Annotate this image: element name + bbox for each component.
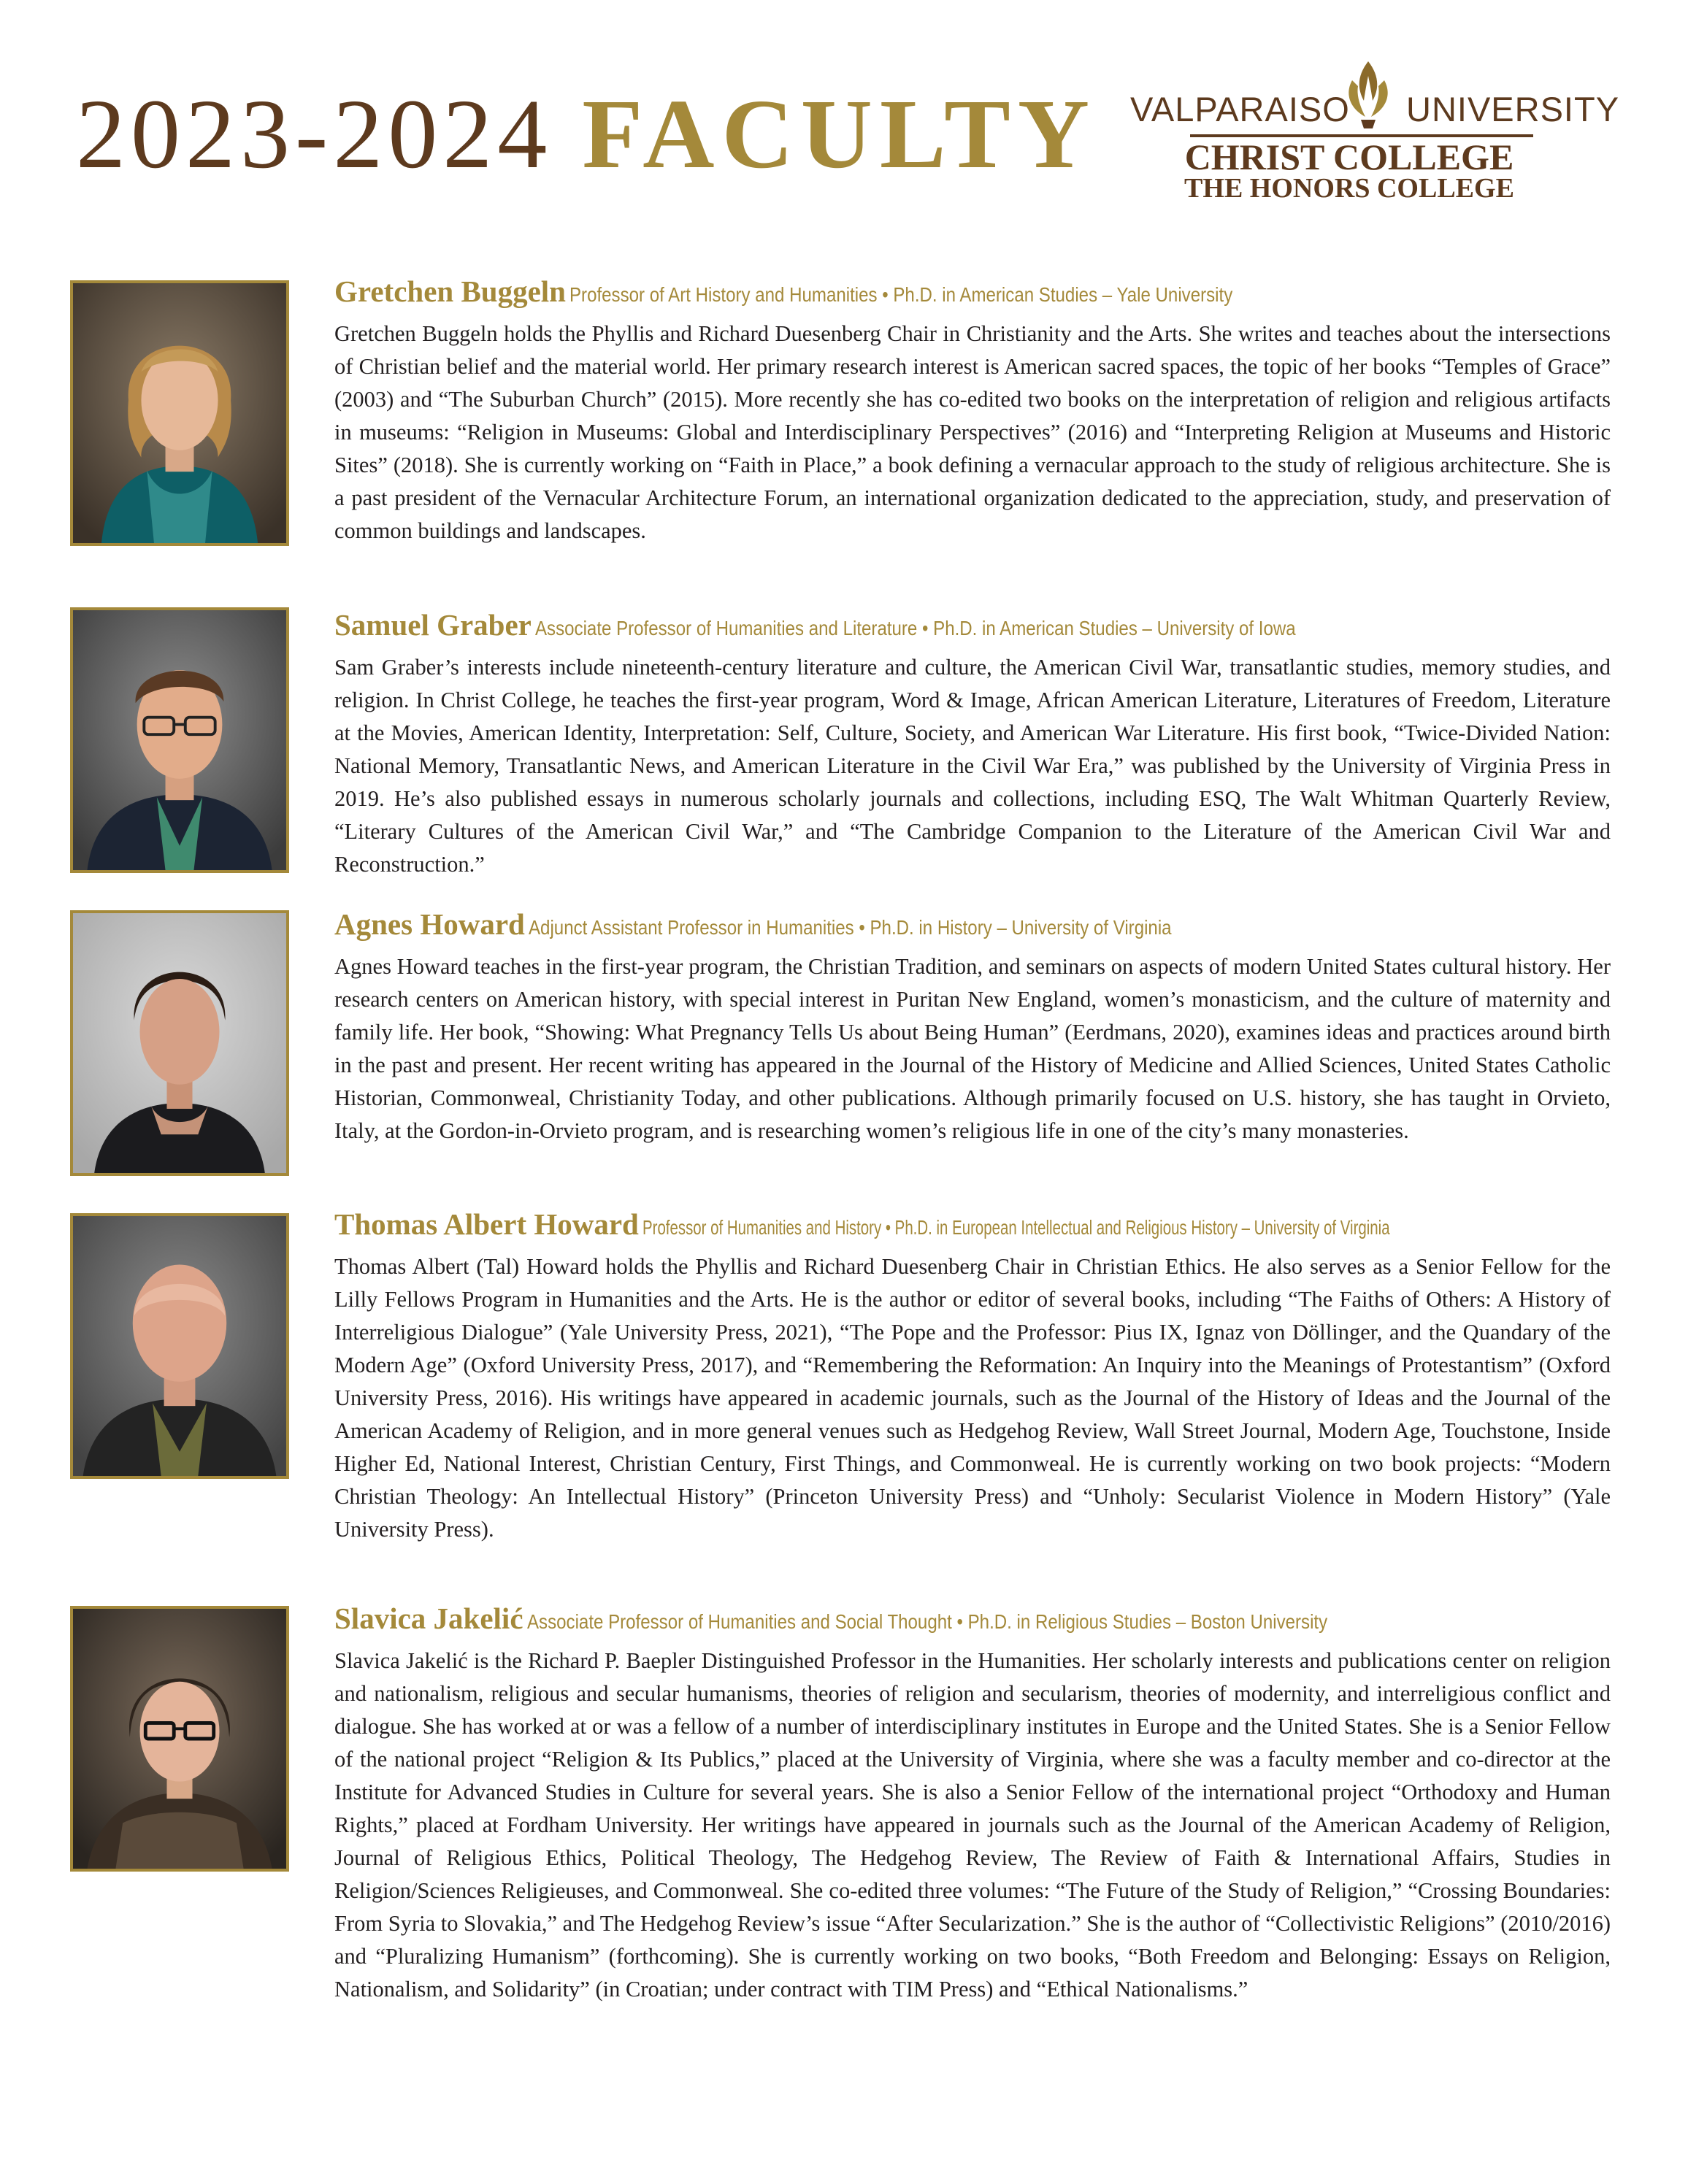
faculty-photo-agnes-howard — [70, 910, 289, 1176]
faculty-photo-gretchen-buggeln — [70, 280, 289, 546]
portrait-icon — [73, 1609, 286, 1869]
faculty-title-degree: Associate Professor of Humanities and Social Thought • Ph.D. in Religious Studies – Boston University — [526, 1610, 1327, 1633]
logo-christ-college: CHRIST COLLEGE — [1184, 136, 1514, 177]
faculty-bio: Gretchen Buggeln holds the Phyllis and Richard Duesenberg Chair in Christianity and the Arts. She writes and teaches about the intersections of Christian belief and the material world. Her primary research interest is American sacred spaces, the topic of her books “Temples of Grace” (2003) and “The Suburban Church” (2015). More recently she has co-edited two books on the interpretation of religion and religious artifacts in museums: “Religion in Museums: Global and Interdisciplinary Perspectives” (2016) and “Interpreting Religion at Museums and Historic Sites” (2018). She is currently working on “Faith in Place,” a book defining a vernacular approach to the study of religious architecture. She is a past president of the Vernacular Architecture Forum, an international organization dedicated to the appreciation, study, and preservation of common buildings and landscapes. — [334, 321, 1611, 544]
faculty-photo-samuel-graber — [70, 607, 289, 873]
faculty-title-degree: Professor of Art History and Humanities • Ph.D. in American Studies – Yale University — [569, 283, 1233, 306]
faculty-bio: Sam Graber’s interests include nineteenth-century literature and culture, the American Civil War, transatlantic studies, memory studies, and religion. In Christ College, he teaches the first-year program, Word & Image, African American Literature, Literatures of Freedom, Literature at the Movies, American Identity, Interpretation: Self, Culture, Society, and American War Literature. His first book, “Twice-Divided Nation: National Memory, Transatlantic News, and American Literature in the Civil War Era,” was published by the University of Virginia Press in 2019. He’s also published essays in numerous scholarly journals and collections, including ESQ, The Walt Whitman Quarterly Review, “Literary Cultures of the American Civil War,” and “The Cambridge Companion to the Literature of the American Civil War and Reconstruction.” — [334, 655, 1611, 877]
portrait-icon — [73, 1216, 286, 1476]
faculty-bio: Slavica Jakelić is the Richard P. Baepler Distinguished Professor in the Humanities. Her scholarly interests and publications center on religion and nationalism, religious and secular humanisms, theories of religion and secularism, theories of modernity, and interreligious conflict and dialogue. She has worked at or was a fellow of a number of interdisciplinary institutes in Europe and the United States. She is a Senior Fellow of the national project “Religion & Its Publics,” placed at the University of Virginia, where she was a faculty member and co-director at the Institute for Advanced Studies in Culture for several years. She is also a Senior Fellow of the international project “Orthodoxy and Human Rights,” placed at Fordham University. Her writings have appeared in journals such as the Journal of the American Academy of Religion, Journal of Religious Ethics, Political Theology, The Hedgehog Review, The Review of Faith & International Affairs, Studies in Religion/Sciences Religieuses, and Commonweal. She co-edited three volumes: “The Future of the Study of Religion,” “Crossing Boundaries: From Syria to Slovakia,” and The Hedgehog Review’s issue “After Secularization.” She is the author of “Collectivistic Religions” (2010/2016) and “Pluralizing Humanism” (forthcoming). She is currently working on two books, “Both Freedom and Belonging: Essays on Religion, Nationalism, and Solidarity” (in Croatian; under contract with TIM Press) and “Ethical Nationalisms.” — [334, 1648, 1611, 2002]
faculty-header — [334, 608, 1611, 642]
faculty-photo-slavica-jakelic — [70, 1606, 289, 1872]
faculty-title-degree: Professor of Humanities and History • Ph.D. in European Intellectual and Religious History – University of Virginia — [642, 1216, 1390, 1239]
faculty-entry-samuel-graber — [334, 608, 1611, 881]
faculty-entry-thomas-albert-howard — [334, 1207, 1611, 1546]
faculty-title-degree: Adjunct Assistant Professor in Humanities • Ph.D. in History – University of Virginia — [528, 916, 1172, 939]
faculty-bio: Thomas Albert (Tal) Howard holds the Phyllis and Richard Duesenberg Chair in Christian Ethics. He also serves as a Senior Fellow for the Lilly Fellows Program in Humanities and the Arts. He is the author or editor of several books, including “The Faiths of Others: A History of Interreligious Dialogue” (Yale University Press, 2021), “The Pope and the Professor: Pius IX, Ignaz von Döllinger, and the Quandary of the Modern Age” (Oxford University Press, 2017), and “Remembering the Reformation: An Inquiry into the Meanings of Protestantism” (Oxford University Press, 2016). His writings have appeared in academic journals, such as the Journal of the History of Ideas and the Journal of the American Academy of Religion, and in more general venues such as Hedgehog Review, Wall Street Journal, Modern Age, Touchstone, Inside Higher Ed, National Interest, Christian Century, First Things, and Commonweal. He is currently working on two book projects: “Modern Christian Theology: An Intellectual History” (Princeton University Press) and “Unholy: Secularist Violence in Modern History” (Yale University Press). — [334, 1254, 1611, 1542]
faculty-entry-agnes-howard — [334, 907, 1611, 1147]
page-title — [76, 80, 1097, 189]
torch-flame-icon — [1336, 58, 1400, 130]
faculty-header — [334, 907, 1611, 942]
faculty-name: Thomas Albert Howard — [334, 1207, 639, 1241]
faculty-header — [334, 274, 1611, 309]
faculty-entry-gretchen-buggeln — [334, 274, 1611, 547]
faculty-name: Slavica Jakelić — [334, 1602, 523, 1635]
portrait-icon — [73, 913, 286, 1173]
logo-word-university: UNIVERSITY — [1406, 90, 1620, 128]
portrait-icon — [73, 610, 286, 870]
portrait-icon — [73, 283, 286, 543]
logo-honors-college: THE HONORS COLLEGE — [1184, 173, 1514, 204]
faculty-name: Agnes Howard — [334, 907, 525, 941]
faculty-photo-thomas-albert-howard — [70, 1213, 289, 1479]
page-title-years: 2023-2024 — [76, 80, 553, 189]
page-title-faculty: FACULTY — [582, 80, 1097, 189]
faculty-header — [334, 1602, 1611, 1636]
faculty-name: Samuel Graber — [334, 608, 532, 642]
faculty-bio: Agnes Howard teaches in the first-year program, the Christian Tradition, and seminars on aspects of modern United States cultural history. Her research centers on American history, with special interest in Puritan New England, women’s monasticism, and the culture of maternity and family life. Her book, “Showing: What Pregnancy Tells Us about Being Human” (Eerdmans, 2020), examines ideas and practices around birth in the past and present. Her recent writing has appeared in the Journal of the History of Medicine and Allied Sciences, United States Catholic Historian, Commonweal, Christianity Today, and other publications. Although primarily focused on U.S. history, she has taught in Orvieto, Italy, at the Gordon-in-Orvieto program, and is researching women’s religious life in one of the city’s many monasteries. — [334, 954, 1611, 1144]
faculty-name: Gretchen Buggeln — [334, 274, 566, 308]
logo-word-valparaiso: VALPARAISO — [1130, 90, 1350, 128]
faculty-title-degree: Associate Professor of Humanities and Literature • Ph.D. in American Studies – University of Iowa — [534, 617, 1296, 639]
valparaiso-christ-college-logo — [1130, 58, 1627, 212]
faculty-header — [334, 1207, 1611, 1242]
faculty-entry-slavica-jakelic — [334, 1602, 1611, 2006]
